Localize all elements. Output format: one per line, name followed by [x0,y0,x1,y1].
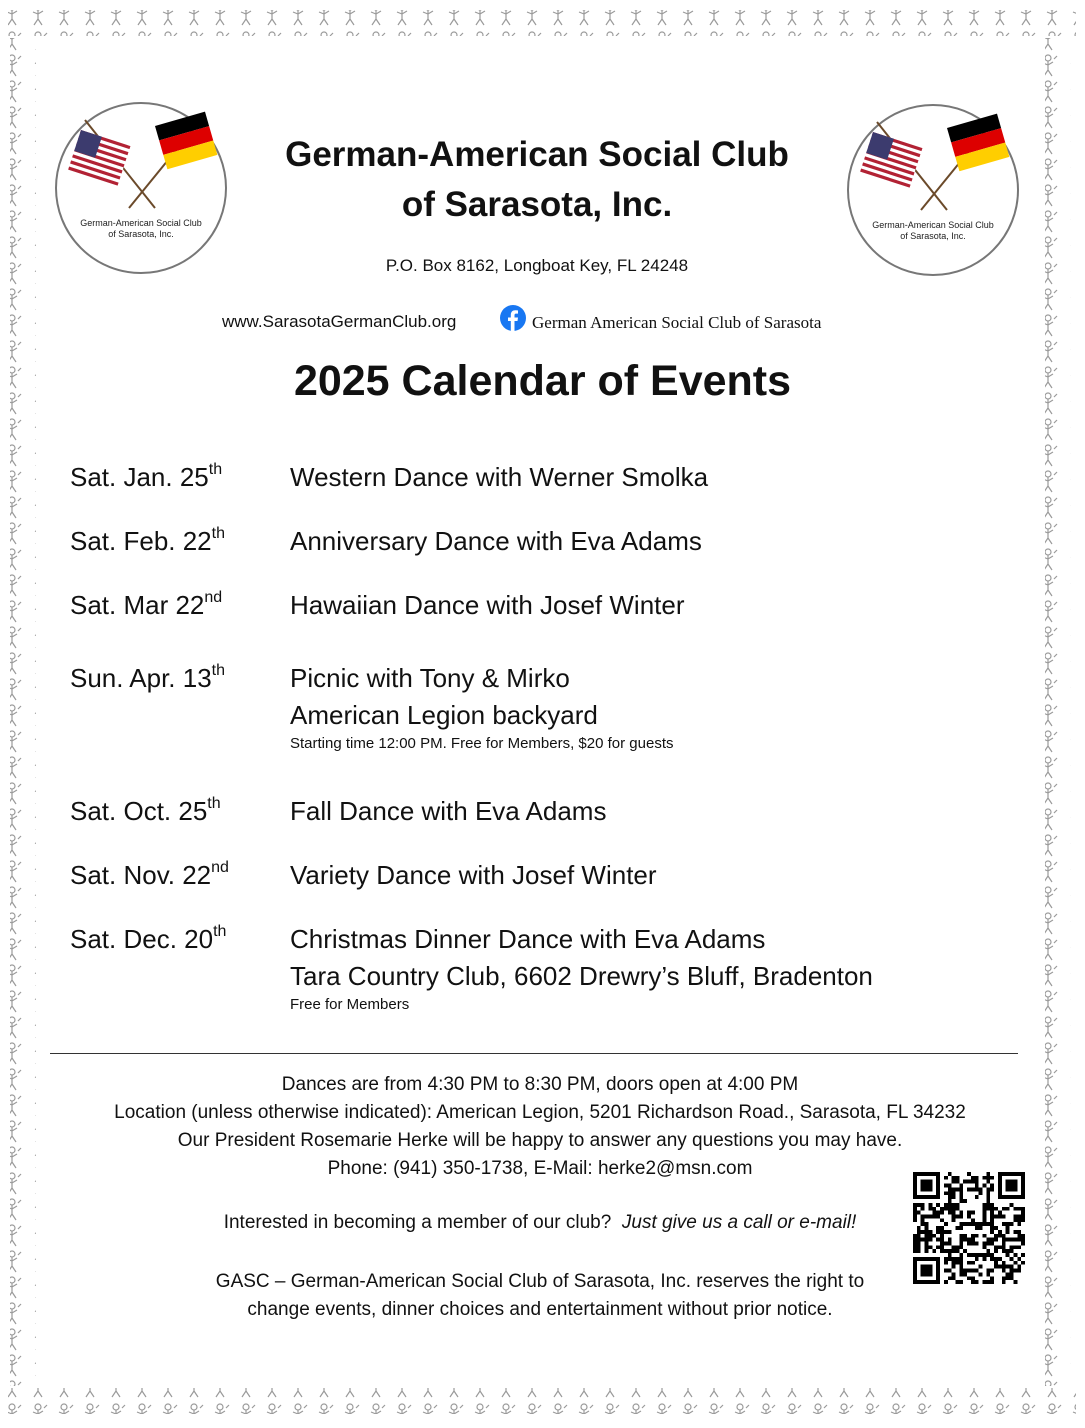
qr-code[interactable] [913,1172,1025,1284]
footer-info [40,1071,1040,1183]
event-description [290,793,606,830]
date-suffix: th [207,795,221,813]
membership-cta: Just give us a call or e-mail! [621,1212,857,1233]
event-description [290,921,873,1015]
club-title-line2: of Sarasota, Inc. [401,185,673,224]
date-suffix: th [211,662,226,680]
crossed-flags-icon [845,102,1021,278]
event-description [290,523,702,560]
event-description [290,459,708,496]
page-heading: 2025 Calendar of Events [293,357,792,405]
logo-caption-line1: German-American Social Club [872,220,994,230]
date-suffix: nd [211,859,229,877]
divider [50,1053,1018,1054]
club-title-line1: German-American Social Club [285,135,789,174]
event-description [290,857,657,894]
event-date: Sat. Mar 22nd [70,589,223,620]
website-link[interactable]: www.SarasotaGermanClub.org [222,312,457,331]
event-title: Western Dance with Werner Smolka [290,462,709,492]
dance-hours: Dances are from 4:30 PM to 8:30 PM, doors open at 4:00 PM [281,1074,799,1095]
date-suffix: th [211,525,225,543]
club-logo-left [53,100,229,276]
logo-caption-line1: German-American Social Club [80,218,202,228]
club-title [240,130,834,230]
event-venue: American Legion backyard [290,700,598,730]
facebook-page-name[interactable]: German American Social Club of Sarasota [532,313,822,332]
logo-caption [53,218,229,240]
event-title: Fall Dance with Eva Adams [290,796,607,826]
disclaimer-line2: change events, dinner choices and entertainment without prior notice. [247,1299,833,1320]
club-address: P.O. Box 8162, Longboat Key, FL 24248 [385,256,689,275]
facebook-icon[interactable] [500,305,526,331]
event-date: Sat. Oct. 25th [70,795,221,826]
event-date: Sat. Nov. 22nd [70,859,229,890]
event-date: Sat. Feb. 22th [70,525,225,556]
disclaimer [40,1268,1040,1324]
event-title: Picnic with Tony & Mirko [290,663,570,693]
logo-caption-line2: of Sarasota, Inc. [900,231,966,241]
event-date: Sat. Dec. 20th [70,923,227,954]
event-note: Free for Members [290,996,410,1013]
event-title: Hawaiian Dance with Josef Winter [290,590,685,620]
membership-invite [40,1209,1040,1237]
event-description [290,587,685,624]
event-description [290,660,674,754]
event-title: Anniversary Dance with Eva Adams [290,526,702,556]
date-suffix: th [213,923,227,941]
default-location: Location (unless otherwise indicated): American Legion, 5201 Richardson Road., Sarasota, FL 34232 [114,1102,966,1123]
membership-question: Interested in becoming a member of our club? [223,1212,612,1233]
logo-caption [845,220,1021,242]
contact-info: Phone: (941) 350-1738, E-Mail: herke2@msn.com [327,1158,753,1179]
logo-caption-line2: of Sarasota, Inc. [108,229,174,239]
disclaimer-line1: GASC – German-American Social Club of Sarasota, Inc. reserves the right to [215,1271,865,1292]
president-note: Our President Rosemarie Herke will be happy to answer any questions you may have. [177,1130,903,1151]
event-title: Christmas Dinner Dance with Eva Adams [290,924,766,954]
crossed-flags-icon [53,100,229,276]
event-date: Sat. Jan. 25th [70,461,223,492]
event-note: Starting time 12:00 PM. Free for Members, $20 for guests [290,735,674,752]
date-suffix: nd [204,589,223,607]
event-title: Variety Dance with Josef Winter [290,860,657,890]
event-date: Sun. Apr. 13th [70,662,226,693]
club-logo-right [845,102,1021,278]
event-venue: Tara Country Club, 6602 Drewry’s Bluff, Bradenton [290,961,873,991]
date-suffix: th [208,461,223,479]
